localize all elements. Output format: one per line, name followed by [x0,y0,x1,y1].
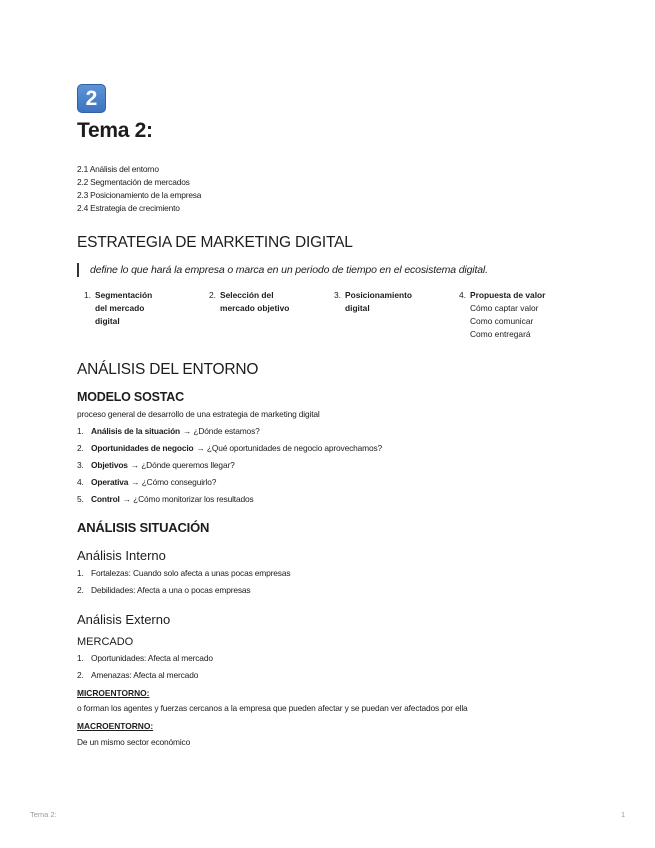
section-heading-entorno: ANÁLISIS DEL ENTORNO [77,361,259,378]
column-number: 2. [209,290,216,300]
list-item: 4. Operativa → ¿Cómo conseguirlo? [77,477,217,487]
page-title: Tema 2: [77,119,153,142]
subheading-sostac: MODELO SOSTAC [77,390,184,404]
strategy-column [327,289,452,341]
list-item: 1. Fortalezas: Cuando solo afecta a unas pocas empresas [77,568,291,578]
column-title: Segmentación del mercado digital [95,290,153,326]
table-of-contents [77,163,577,215]
list-item: 2. Oportunidades de negocio → ¿Qué oportunidades de negocio aprovechamos? [77,443,383,453]
page-number: 1 [621,810,626,819]
macroentorno-label: MACROENTORNO: [77,721,154,731]
number-2-emoji-icon [77,84,106,113]
badge-text: 2 [85,86,98,110]
toc-item: 2.2 Segmentación de mercados [77,177,190,187]
column-line: Como comunicar [470,316,534,326]
macroentorno-text: De un mismo sector económico [77,737,191,747]
subheading-mercado: MERCADO [77,636,134,648]
strategy-columns [77,289,577,341]
subheading-externo: Análisis Externo [77,612,171,627]
mercado-list [77,650,577,684]
list-item: 1. Oportunidades: Afecta al mercado [77,653,213,663]
strategy-column [452,289,577,341]
subheading-interno: Análisis Interno [77,548,166,563]
column-number: 4. [459,290,466,300]
page-content [77,84,577,749]
list-item: 2. Debilidades: Afecta a una o pocas empresas [77,585,251,595]
sostac-list [77,423,577,508]
toc-item: 2.1 Análisis del entorno [77,164,159,174]
footer-title: Tema 2: [30,810,57,819]
column-line: Como entregará [470,329,531,339]
microentorno-label: MICROENTORNO: [77,688,150,698]
subheading-situacion: ANÁLISIS SITUACIÓN [77,520,210,535]
column-number: 3. [334,290,341,300]
strategy-column [77,289,202,341]
column-number: 1. [84,290,91,300]
list-item: 3. Objetivos → ¿Dónde queremos llegar? [77,460,235,470]
list-item: 2. Amenazas: Afecta al mercado [77,670,199,680]
list-item: 5. Control → ¿Cómo monitorizar los resultados [77,494,254,504]
toc-item: 2.4 Estrategia de crecimiento [77,203,180,213]
column-title: Selección del mercado objetivo [220,290,290,313]
quote-block: define lo que hará la empresa o marca en un periodo de tiempo en el ecosistema digital. [77,263,577,277]
microentorno-text: o forman los agentes y fuerzas cercanos a la empresa que pueden afectar y se puedan ver afectados por ella [77,703,468,713]
list-item: 1. Análisis de la situación → ¿Dónde estamos? [77,426,260,436]
toc-item: 2.3 Posicionamiento de la empresa [77,190,202,200]
sostac-description: proceso general de desarrollo de una estrategia de marketing digital [77,409,320,419]
interno-list [77,565,577,599]
column-title: Posicionamiento digital [345,290,413,313]
column-line: Cómo captar valor [470,303,539,313]
section-heading-estrategia: ESTRATEGIA DE MARKETING DIGITAL [77,234,353,251]
strategy-column [202,289,327,341]
column-title: Propuesta de valor [470,290,546,300]
